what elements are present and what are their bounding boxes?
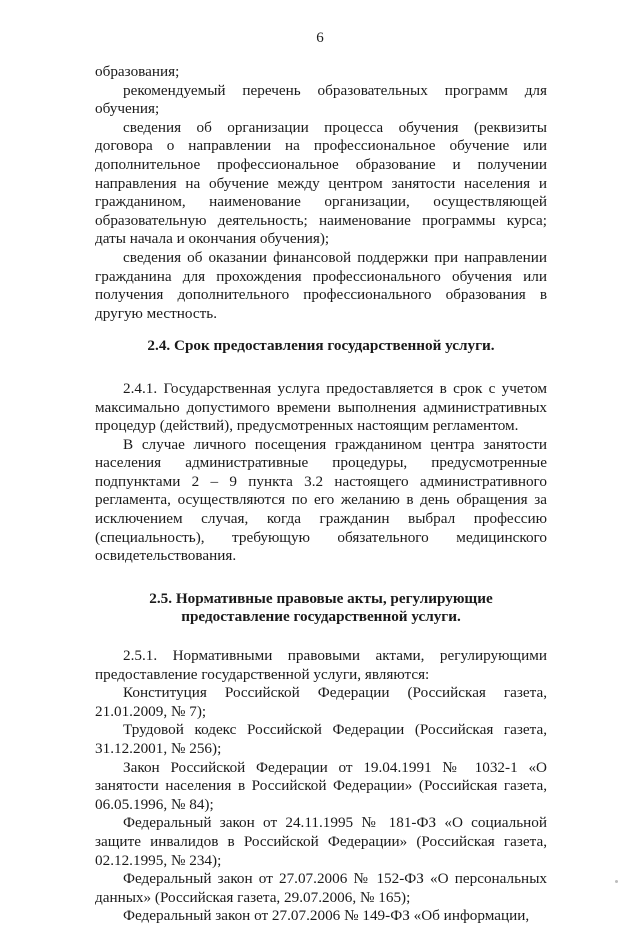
paragraph: образования;: [95, 63, 180, 80]
section-heading-2-4: 2.4. Срок предоставления государственной услуги.: [147, 337, 495, 355]
paragraph: сведения об организации процесса обучения (реквизиты договора о направлении на профессиональное обучение или дополнительное профессиональное образование и получении направления на обучение между центром занятости населения и гражданином, наименование организации, осуществляющей образовательную деятельность; наименование программы курса; даты начала и окончания обучения);: [95, 118, 547, 248]
paragraph: 2.4.1. Государственная услуга предоставляется в срок с учетом максимально допустимого времени выполнения административных процедур (действий), предусмотренных настоящим регламентом.: [95, 379, 547, 435]
scan-speck: [615, 880, 618, 883]
paragraph: рекомендуемый перечень образовательных программ для обучения;: [95, 81, 547, 118]
paragraph: Федеральный закон от 27.07.2006 № 149-ФЗ «Об информации,: [123, 907, 530, 925]
paragraph: Закон Российской Федерации от 19.04.1991 № 1032-1 «О занятости населения в Российской Федерации» (Российская газета, 06.05.1996, № 84);: [95, 758, 547, 813]
paragraph: Федеральный закон от 24.11.1995 № 181-ФЗ «О социальной защите инвалидов в Российской Федерации» (Российская газета, 02.12.1995, № 234);: [95, 814, 547, 869]
paragraph: сведения об оказании финансовой поддержки при направлении гражданина для прохождения профессионального обучения или получения дополнительного профессионального образования в другую местность.: [95, 248, 547, 322]
section-heading-2-5: 2.5. Нормативные правовые акты, регулирующие предоставление государственной услуги.: [149, 589, 493, 626]
paragraph: Трудовой кодекс Российской Федерации (Российская газета, 31.12.2001, № 256);: [95, 721, 547, 757]
page-body: [95, 63, 547, 926]
paragraph: В случае личного посещения гражданином центра занятости населения административные процедуры, предусмотренные подпунктами 2 – 9 пункта 3.2 настоящего административного регламента, осуществляются по его желанию в день обращения за исключением случая, когда гражданин выбрал профессию (специальность), требующую обязательного медицинского освидетельствования.: [95, 435, 547, 565]
paragraph: Федеральный закон от 27.07.2006 № 152-ФЗ «О персональных данных» (Российская газета, 29.07.2006, № 165);: [95, 870, 547, 906]
page-number: 6: [316, 30, 324, 46]
paragraph: Конституция Российской Федерации (Российская газета, 21.01.2009, № 7);: [95, 684, 547, 720]
paragraph: 2.5.1. Нормативными правовыми актами, регулирующими предоставление государственной услуги, являются:: [95, 647, 547, 683]
